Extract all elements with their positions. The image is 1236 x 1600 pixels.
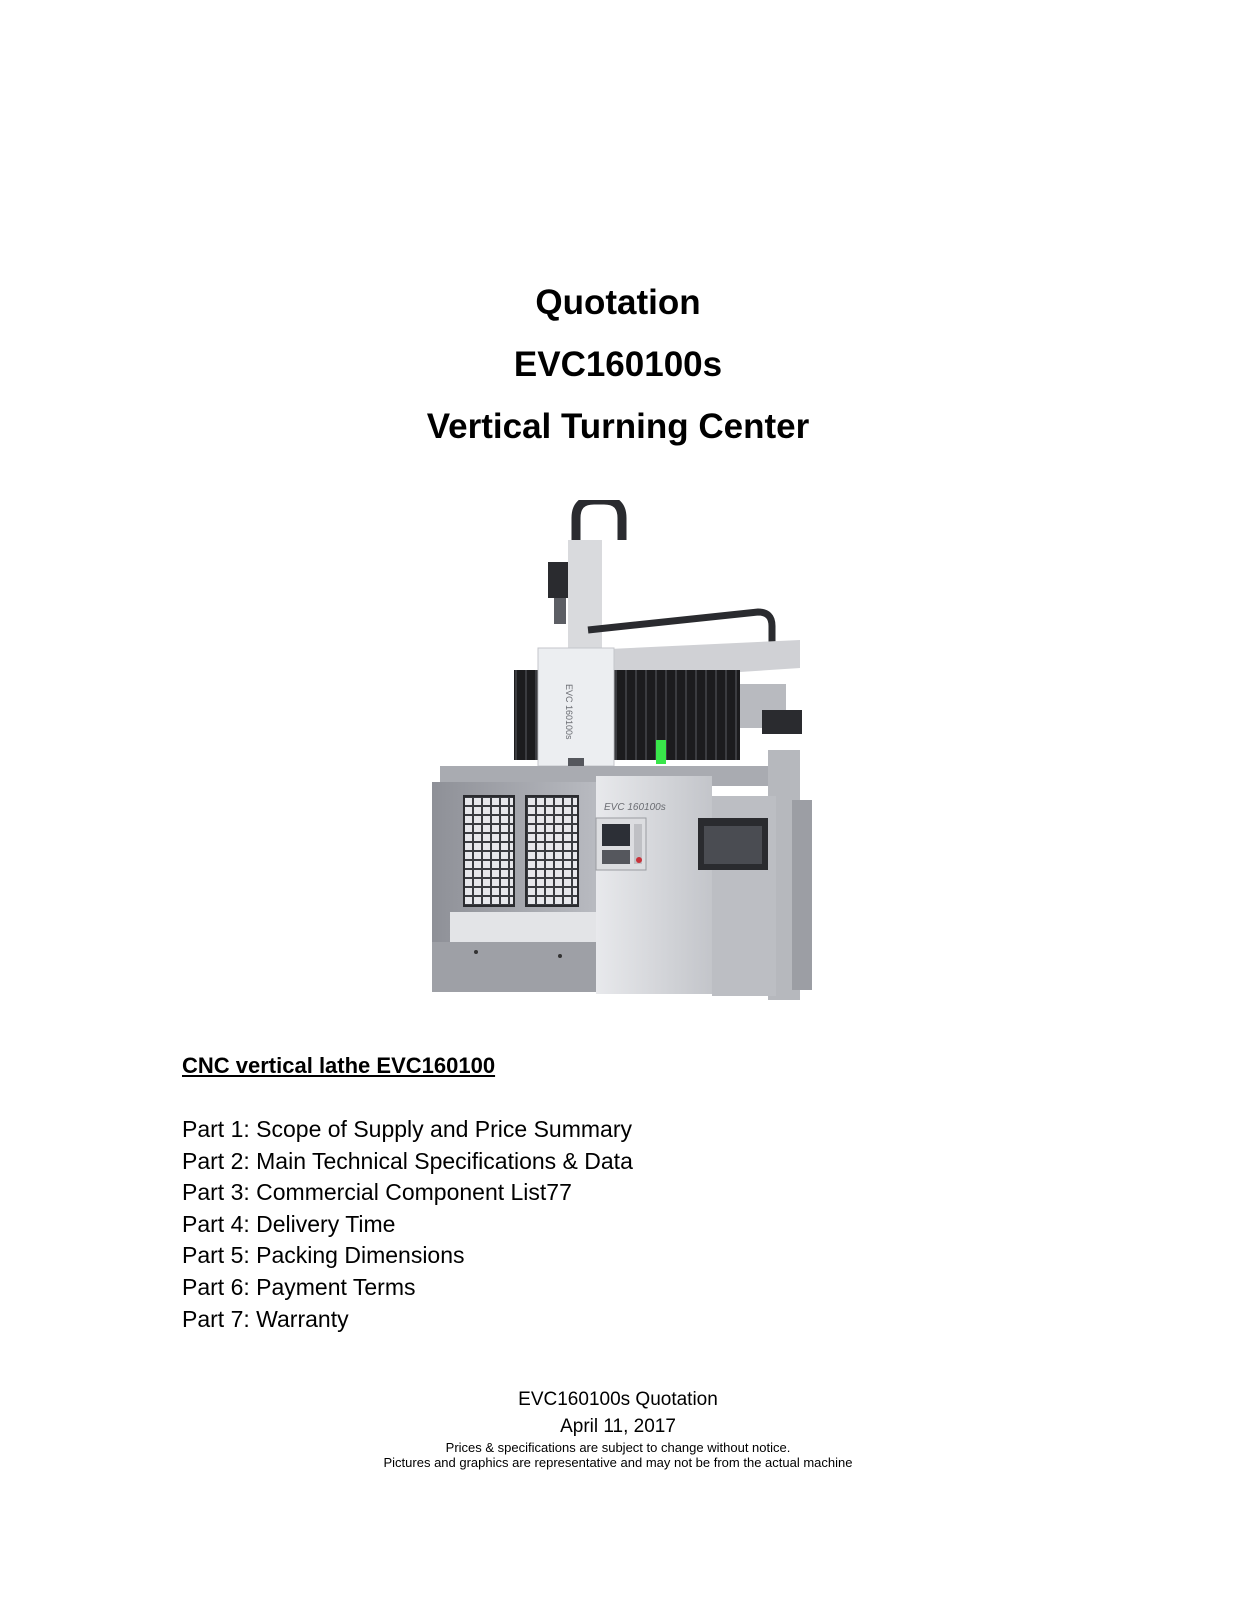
footer (0, 1386, 1236, 1470)
contents-section (182, 1052, 882, 1335)
column-badge: EVC 160100s (564, 684, 574, 740)
list-item: Part 4: Delivery Time (182, 1210, 396, 1237)
footer-date: April 11, 2017 (560, 1416, 676, 1437)
list-item: Part 1: Scope of Supply and Price Summary (182, 1116, 632, 1142)
list-item: Part 7: Warranty (182, 1305, 349, 1332)
title-block (0, 272, 1236, 458)
list-item: Part 2: Main Technical Specifications & Data (182, 1147, 633, 1174)
body-badge: EVC 160100s (604, 802, 666, 813)
footer-notice-pictures: Pictures and graphics are representative and may not be from the actual machine (383, 1455, 853, 1470)
title-quotation: Quotation (535, 283, 701, 322)
list-item: Part 5: Packing Dimensions (182, 1242, 465, 1269)
parts-list (182, 1114, 882, 1335)
machine-image (428, 500, 822, 1010)
footer-notice-prices: Prices & specifications are subject to change without notice. (445, 1440, 791, 1455)
section-heading: CNC vertical lathe EVC160100 (182, 1053, 496, 1078)
list-item: Part 6: Payment Terms (182, 1273, 416, 1300)
title-machine-type: Vertical Turning Center (426, 407, 810, 446)
footer-doc-name: EVC160100s Quotation (518, 1389, 718, 1410)
title-model: EVC160100s (513, 345, 723, 384)
list-item: Part 3: Commercial Component List77 (182, 1179, 572, 1206)
